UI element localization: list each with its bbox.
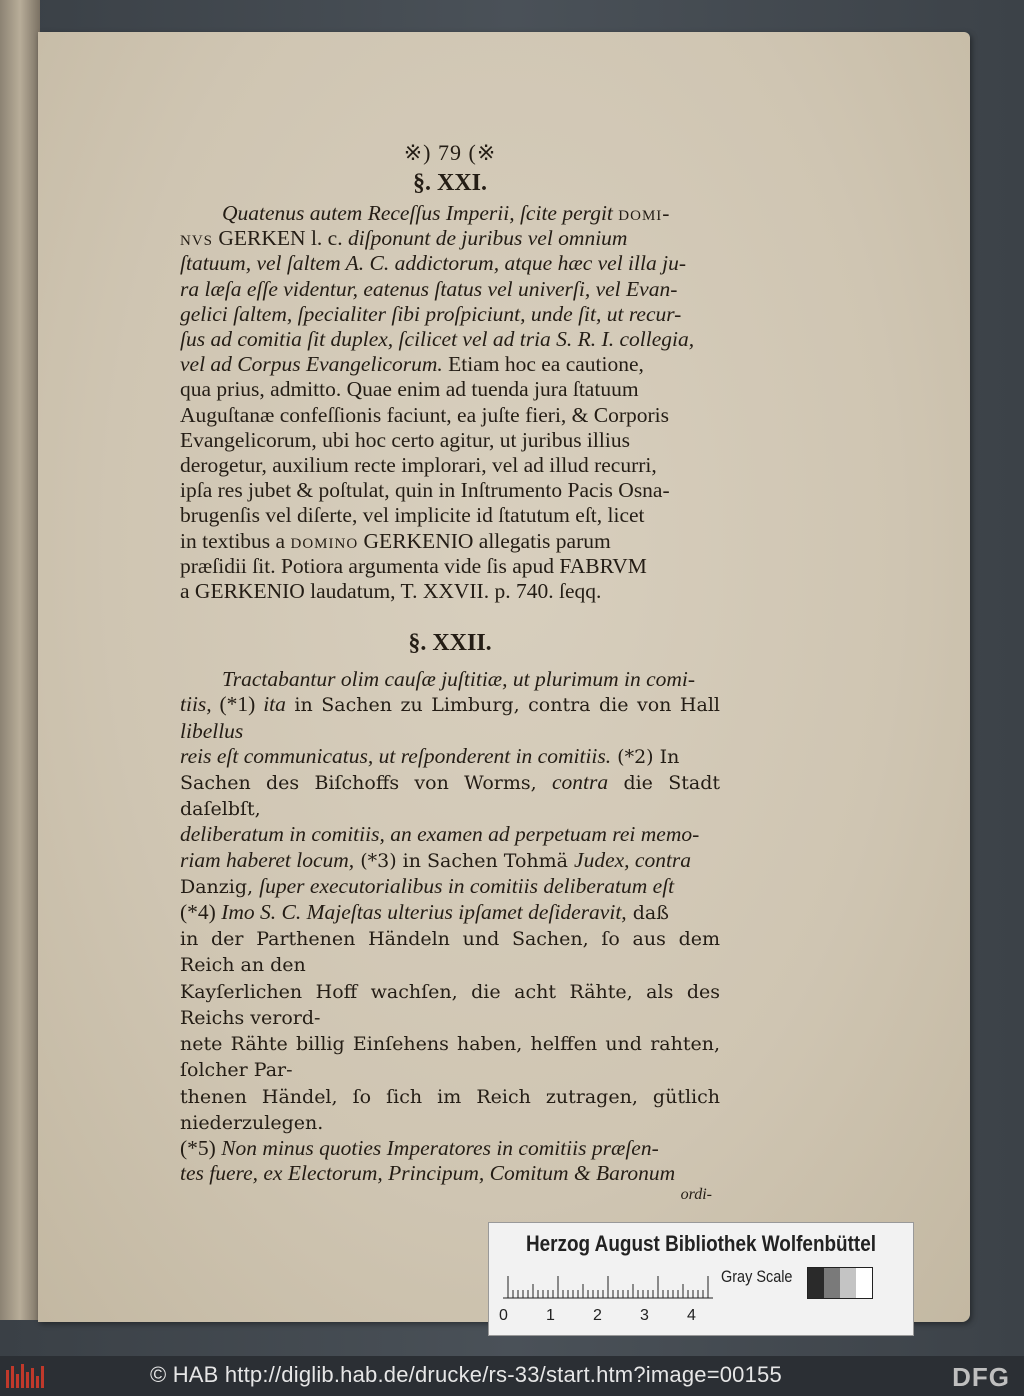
text-run: in textibus a xyxy=(180,528,291,553)
text-run: a GERKENIO laudatum, T. XXVII. p. 740. ſeqq. xyxy=(180,579,602,604)
text-run: domino xyxy=(290,528,359,553)
text-line xyxy=(180,453,720,478)
text-run: (*1) xyxy=(219,692,264,717)
logo-bar xyxy=(26,1372,29,1388)
logo-bar xyxy=(6,1370,9,1388)
logo-bar xyxy=(11,1366,14,1388)
previous-page-edge xyxy=(0,0,40,1320)
text-line xyxy=(180,979,720,1031)
text-run: reis eſt communicatus, ut reſponderent in comitiis. xyxy=(180,743,612,768)
text-run: diſponunt de juribus vel omnium xyxy=(347,226,628,251)
gray-scale-swatches xyxy=(807,1267,873,1299)
text-run: in Sachen zu Limburg, contra die von Hall xyxy=(285,694,720,717)
ruler-number: 1 xyxy=(546,1307,555,1324)
library-scale-card xyxy=(488,1222,914,1336)
text-run: GERKEN l. c. xyxy=(213,226,348,251)
ruler-number: 3 xyxy=(640,1307,649,1324)
logo-bar xyxy=(41,1366,44,1388)
copyright-url[interactable]: © HAB http://diglib.hab.de/drucke/rs-33/start.htm?image=00155 xyxy=(150,1362,782,1387)
ruler-numbers xyxy=(499,1307,719,1329)
text-run: Non minus quoties Imperatores in comitiis præſen- xyxy=(221,1135,659,1160)
catchword: ordi- xyxy=(680,1186,712,1204)
text-run: (*3) in Sachen Tohmä xyxy=(354,849,575,872)
text-run: (*4) xyxy=(180,900,222,925)
text-run: Etiam hoc ea cautione, xyxy=(442,352,644,377)
text-run: vel ad Corpus Evangelicorum. xyxy=(180,352,443,377)
text-run: Evangelicorum, ubi hoc certo agitur, ut juribus illius xyxy=(180,427,630,452)
text-line xyxy=(180,1136,720,1161)
text-line xyxy=(180,1161,720,1186)
text-run: Imo S. C. Majeſtas ulterius ipſamet deſideravit, xyxy=(221,900,627,925)
ruler-number: 0 xyxy=(499,1307,508,1324)
text-line xyxy=(180,900,720,926)
text-line xyxy=(180,822,720,847)
text-run: ſuper executorialibus in comitiis deliberatum eſt xyxy=(259,873,675,898)
text-run: domi- xyxy=(618,201,671,225)
library-name: Herzog August Bibliothek Wolfenbüttel xyxy=(525,1231,876,1256)
text-run: riam haberet locum, xyxy=(180,847,355,872)
text-run: Danzig, xyxy=(180,875,260,898)
ruler-scale xyxy=(503,1269,713,1299)
text-run: tiis, xyxy=(180,692,220,717)
section-heading-xxii: §. XXII. xyxy=(408,630,492,657)
text-run: (*2) In xyxy=(611,745,680,768)
text-line xyxy=(180,848,720,874)
gray-swatch xyxy=(824,1268,840,1298)
text-run: ſcite pergit xyxy=(514,201,619,225)
text-run: in der Parthenen Händeln und Sachen, ſo aus dem Reich an den xyxy=(180,928,720,977)
text-run: derogetur, auxilium recte implorari, vel ad illud recurri, xyxy=(180,453,657,478)
text-run: GERKENIO allegatis parum xyxy=(358,528,611,553)
text-run: (*5) xyxy=(180,1135,222,1160)
text-line xyxy=(180,874,720,900)
text-run: Tractabantur olim cauſæ juſtitiæ, ut plurimum in comi- xyxy=(222,667,696,692)
logo-bar xyxy=(21,1364,24,1388)
ruler-number: 4 xyxy=(687,1307,696,1324)
text-line xyxy=(180,277,720,302)
text-run: præſidii ſit. Potiora argumenta vide ſis apud FABRVM xyxy=(180,553,647,578)
text-line xyxy=(180,352,720,377)
text-run: Auguſtanæ confeſſionis faciunt, ea juſte fieri, & Corporis xyxy=(180,402,670,427)
footer-bar xyxy=(0,1356,1024,1396)
text-run: deliberatum in comitiis, an examen ad perpetuam rei memo- xyxy=(180,822,700,847)
text-line xyxy=(180,1084,720,1136)
text-line xyxy=(180,770,720,822)
text-run: die Stadt daſelbſt, xyxy=(180,772,721,821)
text-line xyxy=(180,251,720,276)
text-line xyxy=(180,692,720,743)
ruler-number: 2 xyxy=(593,1307,602,1324)
text-line xyxy=(180,667,720,692)
gray-swatch xyxy=(840,1268,856,1298)
section-heading-xxi: §. XXI. xyxy=(412,170,487,196)
text-run: brugenſis vel diſerte, vel implicite id ſtatutum eſt, licet xyxy=(180,503,645,528)
gray-scale-label: Gray Scale xyxy=(721,1267,793,1286)
text-run: daß xyxy=(626,902,669,925)
text-run: nete Rähte billig Einſehens haben, helffen und rahten, ſolcher Par- xyxy=(180,1033,720,1082)
text-line xyxy=(180,327,720,352)
text-run: gelici ſaltem, ſpecialiter ſibi proſpiciunt, unde ſit, ut recur- xyxy=(180,301,682,326)
text-line xyxy=(180,403,720,428)
text-line xyxy=(180,377,720,402)
text-run: nvs xyxy=(180,226,214,251)
text-line xyxy=(180,529,720,554)
paragraph-xxii xyxy=(180,667,720,1186)
text-run: tes fuere, ex Electorum, Principum, Comitum & Baronum xyxy=(180,1161,676,1186)
text-run: thenen Händel, ſo ſich im Reich zutragen, gütlich niederzulegen. xyxy=(180,1085,720,1134)
text-run: libellus xyxy=(180,718,244,743)
dfg-logo: DFG xyxy=(952,1362,1010,1392)
logo-bar xyxy=(36,1376,39,1388)
text-line xyxy=(180,302,720,327)
text-run: ipſa res jubet & poſtulat, quin in Inſtrumento Pacis Osna- xyxy=(180,478,670,503)
text-line xyxy=(180,478,720,503)
text-run: ra læſa eſſe videntur, eatenus ſtatus vel univerſi, vel Evan- xyxy=(180,276,678,301)
text-run: ita xyxy=(263,692,286,717)
running-head: ※) 79 (※ xyxy=(403,140,497,165)
page-text xyxy=(180,140,720,1204)
text-line xyxy=(180,226,720,251)
text-run: ſus ad comitia ſit duplex, ſcilicet vel ad tria S. R. I. collegia, xyxy=(180,327,695,352)
text-run: Sachen des Biſchoffs von Worms, xyxy=(180,772,552,795)
text-line xyxy=(180,926,720,978)
gray-swatch xyxy=(808,1268,824,1298)
logo-bar xyxy=(31,1368,34,1388)
text-run: Judex, contra xyxy=(574,847,692,872)
text-run: Quatenus autem Receſſus Imperii, xyxy=(222,201,515,225)
text-run: qua prius, admitto. Quae enim ad tuenda jura ſtatuum xyxy=(180,377,639,402)
logo-bar xyxy=(16,1374,19,1388)
text-line xyxy=(180,503,720,528)
gray-swatch xyxy=(856,1268,872,1298)
text-line xyxy=(180,201,720,226)
hab-logo-icon xyxy=(6,1364,46,1388)
book-page xyxy=(38,32,970,1322)
text-line xyxy=(180,1031,720,1083)
text-line xyxy=(180,744,720,770)
paragraph-xxi xyxy=(180,201,720,604)
text-run: ſtatuum, vel ſaltem A. C. addictorum, atque hæc vel illa ju- xyxy=(180,251,686,276)
text-line xyxy=(180,428,720,453)
text-line xyxy=(180,579,720,604)
text-line xyxy=(180,554,720,579)
text-run: Kayſerlichen Hoff wachſen, die acht Rähte, als des Reichs verord- xyxy=(180,980,720,1029)
text-run: contra xyxy=(552,770,609,795)
